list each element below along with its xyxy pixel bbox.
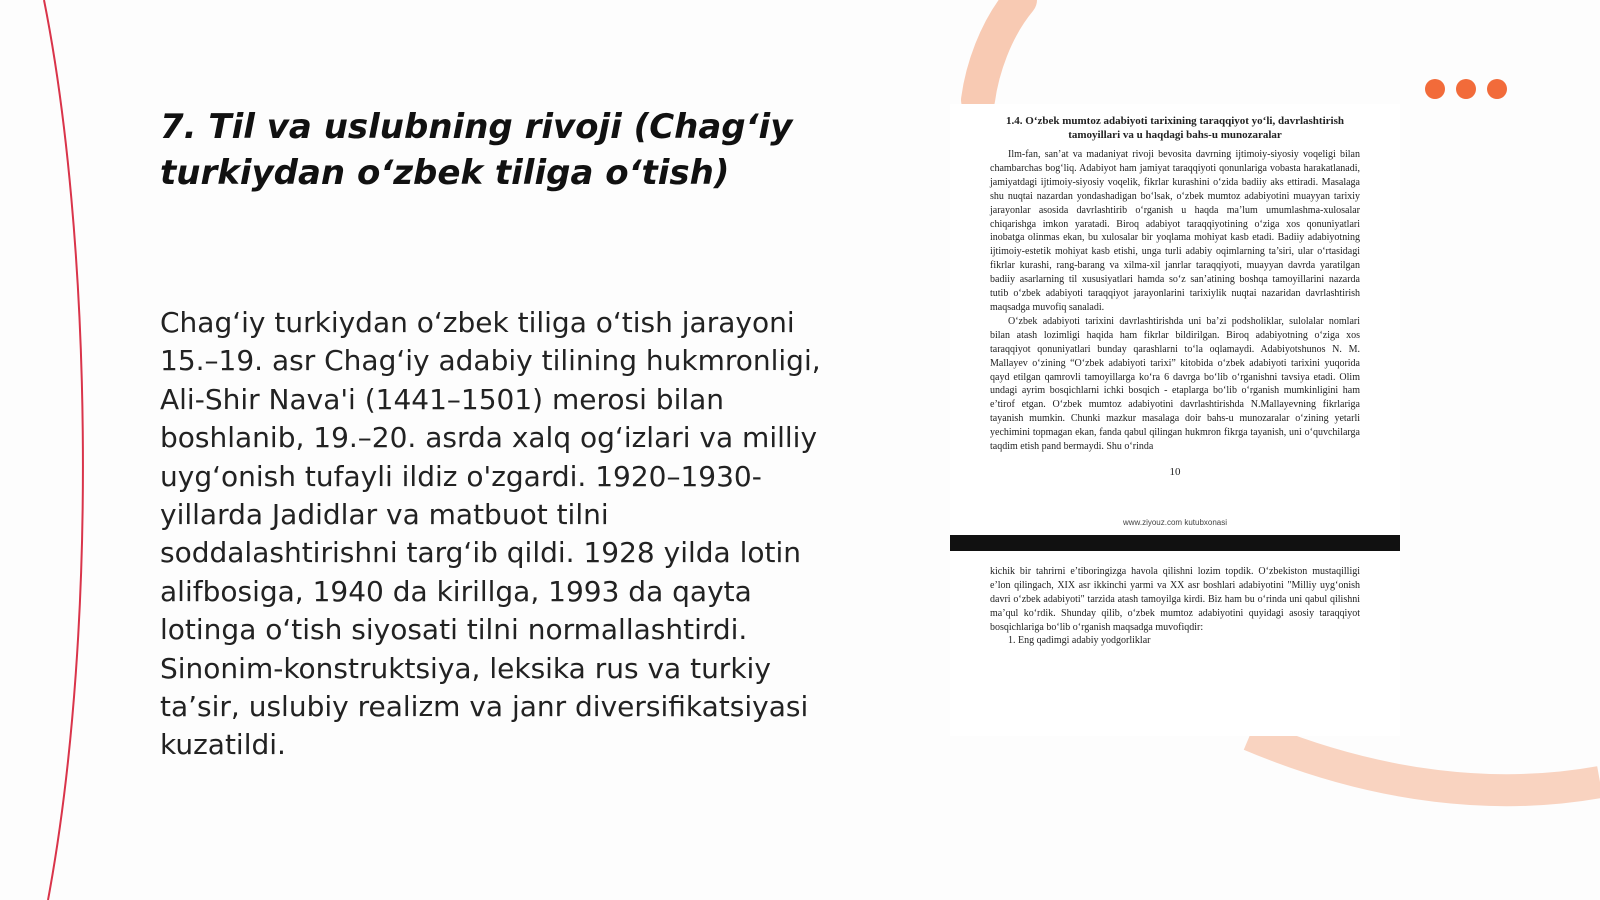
top-arc-accent [978, 0, 1020, 100]
left-curve-line [44, 0, 83, 900]
dot-3 [1487, 79, 1507, 99]
slide-title: 7. Til va uslubning rivoji (Chag‘iy turkiydan o‘zbek tiliga o‘tish) [160, 107, 793, 193]
bottom-arc-accent [1250, 735, 1600, 790]
book-page-number: 10 [1169, 465, 1181, 478]
dot-2 [1456, 79, 1476, 99]
book-heading: 1.4. O‘zbek mumtoz adabiyoti tarixining taraqqiyot yo‘li, davrlashtirish tamoyillari va u haqdagi bahs-u munozaralar [1006, 115, 1344, 141]
slide-body-text: Chag‘iy turkiydan o‘zbek tiliga o‘tish jarayoni 15.–19. asr Chag‘iy adabiy tilining hukmronligi, Ali-Shir Nava'i (1441–1501) merosi bilan boshlanib, 19.–20. asrda xalq og‘izlari va milliy uyg‘onish tufayli ildiz o'zgardi. 1920–1930-yillarda Jadidlar va matbuot tilni soddalashtirishni targ‘ib qildi. 1928 yilda lotin alifbosiga, 1940 da kirillga, 1993 da qayta lotinga o‘tish siyosati tilni normallashtirdi. Sinonim-konstruktsiya, leksika rus va turkiy ta’sir, uslubiy realizm va janr diversifikatsiyasi kuzatildi. [160, 306, 821, 762]
page-divider-bar [950, 535, 1400, 551]
book-paragraph-1: Ilm-fan, san’at va madaniyat rivoji bevosita davrning ijtimoiy-siyosiy voqeligi bilan chambarchas bog‘liq. Adabiyot ham jamiyat taraqqiyoti qonunlariga vobasta harakatlanadi, jamiyatdagi ijtimoiy-siyosiy voqelik, fikrlar kurashini o‘zida badiiy aks ettiradi. Masalaga shu nuqtai nazardan yondashadigan bo‘lsak, o‘zbek mumtoz adabiyotini muayyan tarixiy jarayonlar asosida davrlashtirib o‘rganish u haqda ma’lum umumlashma-xulosalar chiqarishga imkon yaratadi. Biroq adabiyot taraqqiyotining o‘ziga xos qonuniyatlari inobatga olinmas ekan, bu xulosalar bir yoqlama mohiyat kasb etadi. Badiiy adabiyotning ijtimoiy-estetik mohiyat kasb etishi, unga turli adabiy oqimlarning ta’siri, ular o‘rtasidagi fikrlar kurashi, rang-barang va xilma-xil janrlar taraqqiyoti, muayyan davrda yaratilgan badiiy asarlarning til xususiyatlari hamda so‘z san’atining boshqa tamoyillarini nazarda tutib o‘zbek adabiyoti taraqqiyot jarayonlarini tarixiylik nuqtai nazaridan davrlashtirish maqsadga muvofiq sanaladi. [990, 149, 1360, 313]
book-paragraph-2: O‘zbek adabiyoti tarixini davrlashtirishda uni ba’zi podsholiklar, sulolalar nomlari bilan atash lozimligi haqida ham fikrlar bildirilgan. Biroq adabiyotning o‘ziga xos taraqqiyot qonuniyatlari bunday qarashlarni to‘la oqlamaydi. Adabiyotshunos N. M. Mallayev o‘zining “O‘zbek adabiyoti tarixi” kitobida o‘zbek adabiyoti tarixini yuqorida qayd etilgan qamrovli tamoyillarga ko‘ra 6 davrga bo‘lib o‘rganishni tavsiya etadi. Olim undagi ayrim bosqichlarni ichki bosqich - etaplarga bo‘lib o‘rganish mumkinligini ham e’tirof etgan. O‘zbek mumtoz adabiyotini davrlashtirishda N.Mallayevning fikrlariga tayanish mumkin. Chunki mazkur masalaga doir bahs-u munozaralar o‘zining yetarli yechimini topmagan ekan, fanda qabul qilingan hukmron fikrga tayanish, uni o‘quvchilarga taqdim etish pand bermaydi. Shu o‘rinda [990, 315, 1360, 453]
book-site-footer: www.ziyouz.com kutubxonasi [1122, 517, 1228, 527]
three-dots-icon [1425, 79, 1507, 99]
book-paragraph-3: kichik bir tahrirni e’tiboringizga havola qilishni lozim topdik. O‘zbekiston mustaqilligi e’lon qilingach, XIX asr ikkinchi yarmi va XX asr boshlari adabiyotini "Milliy uyg‘onish davri o‘zbek adabiyoti" tarzida atash tamoyilga kirdi. Biz ham bu o‘rinda uni qabul qilishni ma’qul ko‘rdik. Shunday qilib, o‘zbek mumtoz adabiyotini quyidagi asosiy taraqqiyot bosqichlariga bo‘lib o‘rganish maqsadga muvofiqdir: [990, 565, 1360, 633]
book-page-image [950, 104, 1400, 736]
book-paragraph-3-tail: 1. Eng qadimgi adabiy yodgorliklar [1008, 635, 1151, 647]
dot-1 [1425, 79, 1445, 99]
